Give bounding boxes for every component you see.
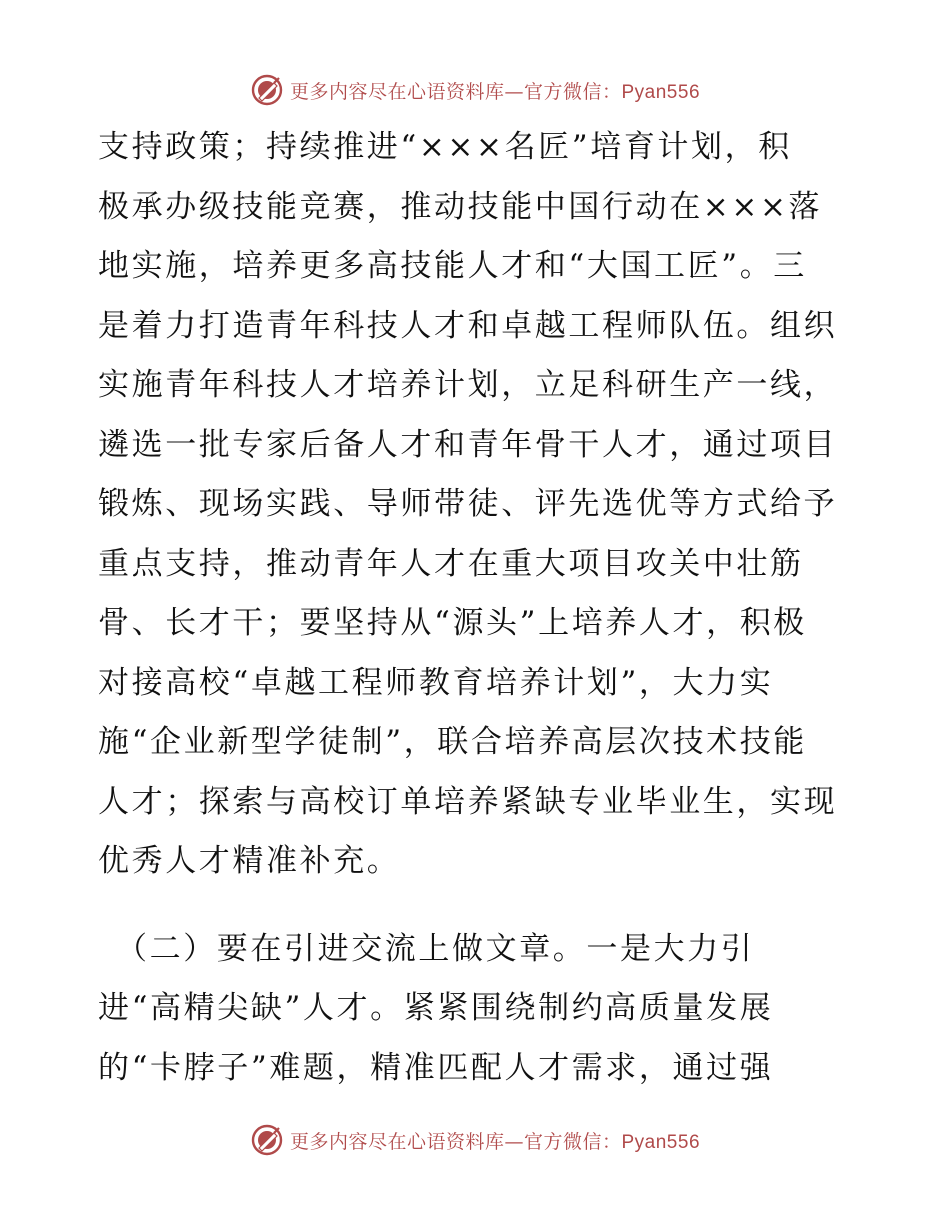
text-line: 支持政策；持续推进“×××名匠”培育计划，积 bbox=[98, 129, 792, 165]
watermark-footer bbox=[0, 1120, 950, 1160]
text-line: 施“企业新型学徒制”，联合培养高层次技术技能 bbox=[98, 724, 807, 760]
text-line: 的“卡脖子”难题，精准匹配人才需求，通过强 bbox=[98, 1049, 774, 1086]
text-line: 极承办级技能竞赛，推动技能中国行动在×××落 bbox=[98, 188, 823, 225]
text-line: 地实施，培养更多高技能人才和“大国工匠”。三 bbox=[98, 248, 807, 284]
pen-logo-icon bbox=[250, 1123, 284, 1157]
watermark-text: 更多内容尽在心语资料库—官方微信：Pyan556 bbox=[289, 1130, 701, 1153]
watermark-text: 更多内容尽在心语资料库—官方微信：Pyan556 bbox=[289, 80, 701, 103]
text-line: 遴选一批专家后备人才和青年骨干人才，通过项目 bbox=[98, 426, 838, 463]
text-line: 实施青年科技人才培养计划，立足科研生产一线， bbox=[98, 367, 838, 403]
section-heading-line: （二）要在引进交流上做文章。一是大力引 bbox=[116, 930, 755, 967]
text-line: 优秀人才精准补充。 bbox=[98, 843, 401, 879]
text-line: 锻炼、现场实践、导师带徒、评先选优等方式给予 bbox=[98, 486, 838, 522]
text-line: 重点支持，推动青年人才在重大项目攻关中壮筋 bbox=[98, 545, 804, 582]
paragraph-gap bbox=[98, 892, 858, 920]
paragraph-2 bbox=[98, 920, 858, 1099]
pen-logo-icon bbox=[250, 73, 284, 107]
paragraph-1 bbox=[98, 118, 858, 892]
text-line: 骨、长才干；要坚持从“源头”上培养人才，积极 bbox=[98, 605, 807, 641]
text-line: 进“高精尖缺”人才。紧紧围绕制约高质量发展 bbox=[98, 990, 774, 1026]
watermark-header bbox=[0, 70, 950, 110]
text-line: 是着力打造青年科技人才和卓越工程师队伍。组织 bbox=[98, 307, 838, 344]
text-line: 对接高校“卓越工程师教育培养计划”，大力实 bbox=[98, 664, 774, 701]
document-body bbox=[98, 118, 858, 1098]
text-line: 人才；探索与高校订单培养紧缺专业毕业生，实现 bbox=[98, 783, 838, 820]
